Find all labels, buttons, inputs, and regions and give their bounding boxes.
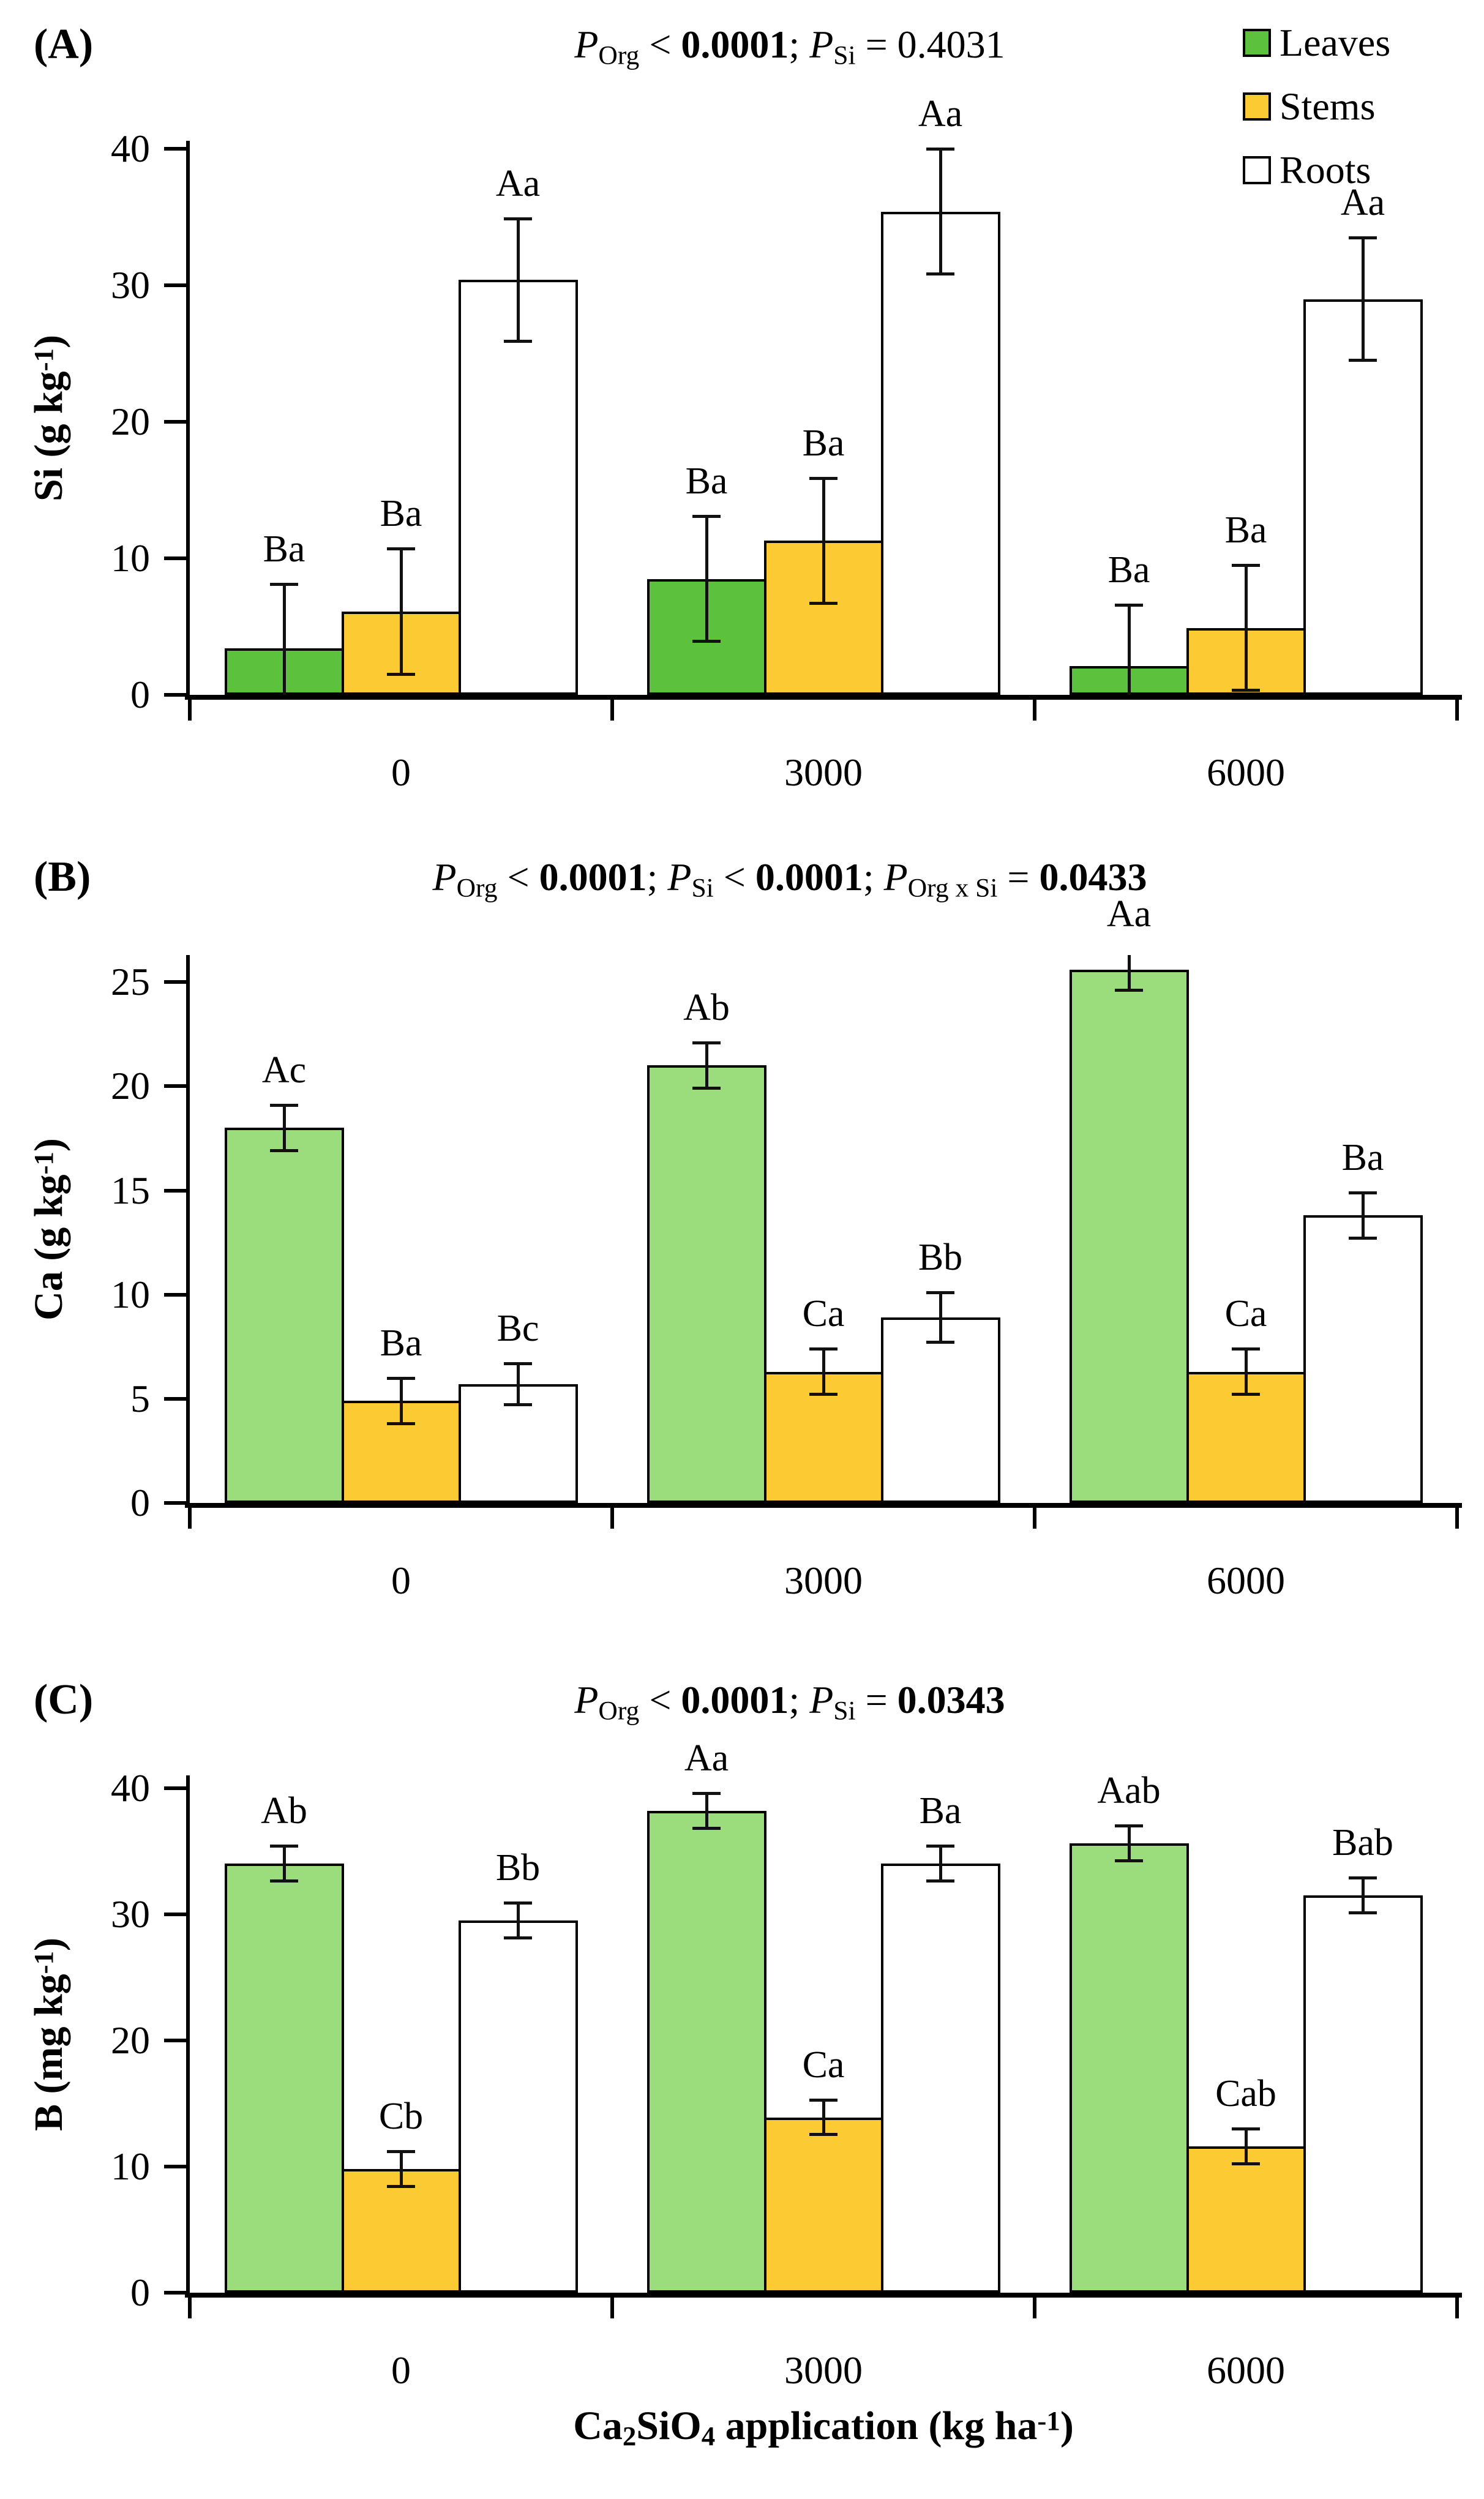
bar-leaves-6000	[1070, 970, 1189, 1503]
sig-label-c-leaves-6000: Aab	[1097, 1770, 1161, 1812]
error-cap-bottom-leaves-0	[270, 1149, 298, 1152]
superscript: -1	[28, 1151, 59, 1175]
sig-label-a-roots-0: Aa	[495, 163, 541, 205]
p-symbol: P	[667, 855, 692, 899]
y-tick-c-10	[164, 2165, 186, 2168]
error-cap-top-stems-3000	[809, 477, 838, 480]
p-subscript: Org	[456, 873, 498, 903]
title-text: <	[713, 855, 755, 899]
bar-roots-6000	[1303, 1215, 1423, 1503]
error-cap-bottom-roots-3000	[926, 272, 954, 275]
p-value-bold: 0.0001	[681, 23, 789, 66]
error-cap-bottom-roots-3000	[926, 1879, 954, 1883]
error-cap-bottom-stems-6000	[1232, 689, 1260, 692]
title-text: =	[997, 855, 1040, 899]
y-tick-b-0	[164, 1501, 186, 1505]
y-tick-a-0	[164, 693, 186, 697]
y-tick-a-40	[164, 147, 186, 151]
sig-label-c-stems-0: Cb	[378, 2096, 424, 2138]
panel-label-b: (B)	[34, 853, 91, 901]
sig-label-b-leaves-6000: Aa	[1106, 893, 1152, 935]
title-text: ;	[863, 855, 884, 899]
sig-label-a-stems-0: Ba	[380, 493, 422, 535]
error-bar-roots-3000	[939, 1846, 942, 1881]
error-bar-roots-3000	[939, 149, 942, 274]
p-subscript: Org x Si	[907, 873, 998, 903]
error-cap-bottom-roots-0	[504, 1403, 532, 1406]
superscript: -1	[1037, 2405, 1060, 2436]
error-cap-top-leaves-3000	[692, 1041, 721, 1044]
legend-swatch-stems	[1243, 92, 1271, 121]
title-text: =	[855, 23, 898, 66]
y-tick-a-20	[164, 420, 186, 424]
y-tick-label-a-20: 20	[111, 400, 150, 444]
legend-label-stems: Stems	[1280, 84, 1376, 128]
error-cap-bottom-roots-0	[504, 340, 532, 343]
p-symbol: P	[574, 23, 599, 66]
error-cap-bottom-roots-3000	[926, 1341, 954, 1344]
x-category-c-3000: 3000	[784, 2348, 863, 2392]
error-cap-bottom-stems-3000	[809, 1393, 838, 1396]
error-cap-bottom-roots-6000	[1349, 1237, 1377, 1240]
y-tick-label-a-30: 30	[111, 263, 150, 307]
sig-label-c-roots-6000: Bab	[1332, 1821, 1393, 1864]
error-cap-top-stems-3000	[809, 1347, 838, 1351]
y-axis-title-b: Ca (g $kg^{-1}$)	[26, 1137, 71, 1321]
bar-stems-6000	[1186, 2146, 1306, 2293]
error-cap-bottom-stems-6000	[1232, 1393, 1260, 1396]
error-cap-bottom-leaves-0	[270, 1879, 298, 1883]
sig-label-c-stems-3000: Ca	[802, 2044, 845, 2086]
x-boundary-tick-b-0	[188, 1508, 192, 1529]
y-tick-label-b-20: 20	[111, 1064, 150, 1108]
bar-stems-3000	[764, 2118, 883, 2293]
x-category-a-3000: 3000	[784, 751, 863, 794]
y-tick-label-c-0: 0	[130, 2271, 150, 2314]
sig-label-a-leaves-0: Ba	[263, 528, 305, 571]
error-cap-bottom-leaves-6000	[1115, 1859, 1143, 1862]
bar-roots-0	[459, 1920, 578, 2293]
y-tick-b-15	[164, 1189, 186, 1193]
y-tick-label-a-0: 0	[130, 673, 150, 716]
legend-label-roots: Roots	[1280, 148, 1371, 192]
error-bar-leaves-0	[283, 1105, 286, 1151]
x-boundary-tick-b-3	[1455, 1508, 1459, 1529]
x-boundary-tick-c-2	[1033, 2298, 1036, 2318]
bar-roots-3000	[881, 1864, 1000, 2293]
error-cap-top-stems-0	[387, 2150, 415, 2153]
plot-area-a	[190, 141, 1457, 695]
x-boundary-tick-a-3	[1455, 700, 1459, 721]
error-cap-bottom-leaves-3000	[692, 640, 721, 643]
p-value-bold: 0.0343	[897, 1678, 1005, 1722]
x-boundary-tick-c-3	[1455, 2298, 1459, 2318]
p-value-bold: 0.0001	[755, 855, 863, 899]
subscript: 2	[622, 2420, 637, 2451]
y-tick-label-a-10: 10	[111, 536, 150, 580]
error-bar-roots-6000	[1362, 1878, 1365, 1913]
error-cap-bottom-stems-0	[387, 673, 415, 676]
error-cap-top-stems-6000	[1232, 2127, 1260, 2130]
error-cap-bottom-leaves-3000	[692, 1087, 721, 1090]
x-category-c-6000: 6000	[1207, 2348, 1285, 2392]
superscript: -1	[28, 348, 59, 371]
title-text: 0.4031	[897, 23, 1005, 66]
x-axis-a	[185, 695, 1462, 700]
y-tick-b-20	[164, 1084, 186, 1088]
error-cap-top-roots-3000	[926, 1291, 954, 1294]
error-bar-leaves-6000	[1128, 1826, 1131, 1861]
error-bar-leaves-3000	[705, 1793, 708, 1829]
error-cap-top-roots-6000	[1349, 1876, 1377, 1879]
error-bar-leaves-0	[283, 584, 286, 695]
error-cap-top-roots-3000	[926, 148, 954, 151]
bar-leaves-6000	[1070, 1843, 1189, 2293]
error-cap-top-leaves-0	[270, 1845, 298, 1848]
sig-label-a-stems-3000: Ba	[802, 422, 845, 464]
error-bar-roots-0	[517, 1903, 520, 1938]
sig-label-a-stems-6000: Ba	[1224, 509, 1267, 552]
error-cap-top-leaves-0	[270, 583, 298, 586]
legend	[1243, 23, 1390, 190]
error-bar-roots-0	[517, 219, 520, 342]
y-tick-b-5	[164, 1397, 186, 1401]
error-cap-top-leaves-3000	[692, 515, 721, 518]
error-cap-top-roots-0	[504, 217, 532, 220]
sig-label-b-leaves-0: Ac	[261, 1049, 307, 1092]
bar-leaves-3000	[647, 1065, 766, 1503]
y-tick-b-10	[164, 1293, 186, 1297]
error-cap-top-stems-3000	[809, 2099, 838, 2102]
y-tick-b-25	[164, 980, 186, 984]
bar-roots-6000	[1303, 1895, 1423, 2293]
title-text: =	[855, 1678, 898, 1722]
y-axis-title-c: B (mg $kg^{-1}$)	[26, 1937, 71, 2131]
x-boundary-tick-a-2	[1033, 700, 1036, 721]
sig-label-b-stems-6000: Ca	[1224, 1293, 1267, 1335]
p-symbol: P	[883, 855, 908, 899]
x-boundary-tick-b-2	[1033, 1508, 1036, 1529]
title-text: ;	[789, 1678, 810, 1722]
x-boundary-tick-c-1	[610, 2298, 614, 2318]
error-cap-bottom-stems-6000	[1232, 2162, 1260, 2165]
error-bar-leaves-0	[283, 1846, 286, 1881]
sig-label-b-stems-3000: Ca	[802, 1293, 845, 1335]
title-text: <	[639, 1678, 681, 1722]
x-category-b-0: 0	[391, 1559, 411, 1602]
error-cap-top-roots-6000	[1349, 236, 1377, 239]
x-category-a-0: 0	[391, 751, 411, 794]
subscript: 4	[701, 2420, 716, 2451]
y-tick-label-b-10: 10	[111, 1272, 150, 1316]
p-value-bold: 0.0433	[1039, 855, 1147, 899]
legend-item-stems	[1243, 84, 1390, 128]
error-bar-stems-3000	[822, 2100, 825, 2135]
sig-label-b-roots-0: Bc	[497, 1307, 539, 1349]
y-tick-c-40	[164, 1786, 186, 1790]
error-bar-leaves-3000	[705, 1043, 708, 1088]
error-bar-leaves-3000	[705, 516, 708, 642]
y-tick-a-30	[164, 283, 186, 287]
error-bar-stems-3000	[822, 1349, 825, 1395]
panel-title-c	[574, 1679, 1005, 1726]
bar-leaves-3000	[647, 1811, 766, 2293]
error-bar-roots-3000	[939, 1292, 942, 1343]
title-text: ;	[646, 855, 668, 899]
error-cap-top-roots-3000	[926, 1845, 954, 1848]
x-boundary-tick-a-0	[188, 700, 192, 721]
sig-label-a-roots-3000: Aa	[918, 93, 963, 135]
p-symbol: P	[809, 23, 834, 66]
error-cap-bottom-stems-0	[387, 2185, 415, 2188]
legend-item-leaves	[1243, 23, 1390, 62]
panel-title-a	[574, 23, 1005, 70]
x-axis-b	[185, 1503, 1462, 1508]
x-boundary-tick-b-1	[610, 1508, 614, 1529]
y-tick-label-b-5: 5	[130, 1376, 150, 1420]
error-bar-stems-0	[400, 549, 403, 674]
error-cap-top-leaves-6000	[1115, 1824, 1143, 1827]
sig-label-c-leaves-0: Ab	[261, 1790, 307, 1832]
error-cap-top-stems-6000	[1232, 564, 1260, 567]
sig-label-c-leaves-3000: Aa	[684, 1737, 729, 1779]
error-cap-top-roots-6000	[1349, 1191, 1377, 1194]
error-cap-top-stems-6000	[1232, 1347, 1260, 1351]
x-boundary-tick-a-1	[610, 700, 614, 721]
error-cap-top-roots-0	[504, 1362, 532, 1365]
sig-label-c-roots-3000: Ba	[919, 1790, 962, 1832]
bar-leaves-0	[225, 1864, 344, 2293]
error-bar-stems-6000	[1245, 2129, 1248, 2164]
y-tick-c-30	[164, 1913, 186, 1916]
y-tick-label-a-40: 40	[111, 127, 150, 171]
p-value-bold: 0.0001	[681, 1678, 789, 1722]
p-subscript: Si	[833, 1696, 856, 1726]
error-cap-bottom-roots-6000	[1349, 359, 1377, 362]
error-cap-bottom-roots-6000	[1349, 1911, 1377, 1914]
sig-label-a-leaves-3000: Ba	[685, 460, 728, 502]
error-bar-leaves-6000	[1128, 955, 1131, 991]
error-bar-roots-0	[517, 1363, 520, 1405]
y-tick-label-b-25: 25	[111, 960, 150, 1004]
error-cap-bottom-leaves-3000	[692, 1827, 721, 1830]
error-cap-bottom-leaves-6000	[1115, 989, 1143, 992]
error-bar-stems-0	[400, 2151, 403, 2187]
error-bar-roots-6000	[1362, 1193, 1365, 1238]
error-cap-top-stems-0	[387, 1377, 415, 1380]
y-tick-label-c-10: 10	[111, 2144, 150, 2188]
error-cap-top-leaves-6000	[1115, 604, 1143, 607]
legend-swatch-roots	[1243, 156, 1271, 184]
error-bar-leaves-6000	[1128, 605, 1131, 695]
error-bar-stems-6000	[1245, 565, 1248, 691]
y-tick-label-c-30: 30	[111, 1892, 150, 1936]
error-bar-stems-0	[400, 1378, 403, 1424]
y-tick-label-c-20: 20	[111, 2018, 150, 2062]
sig-label-b-roots-3000: Bb	[918, 1237, 963, 1279]
x-axis-title: Ca2SiO4 application (kg $ha^{-1}$)	[573, 2403, 1074, 2451]
p-symbol: P	[574, 1678, 599, 1722]
plot-area-b	[190, 955, 1457, 1503]
p-subscript: Si	[833, 40, 856, 70]
y-tick-c-0	[164, 2291, 186, 2295]
error-bar-stems-6000	[1245, 1349, 1248, 1395]
error-bar-roots-6000	[1362, 238, 1365, 361]
title-text: <	[639, 23, 681, 66]
superscript: -1	[28, 1950, 59, 1974]
y-tick-a-10	[164, 556, 186, 560]
error-bar-stems-3000	[822, 478, 825, 604]
y-tick-label-b-0: 0	[130, 1481, 150, 1524]
sig-label-c-stems-6000: Cab	[1215, 2073, 1276, 2115]
sig-label-b-stems-0: Ba	[380, 1322, 422, 1364]
p-symbol: P	[809, 1678, 834, 1722]
error-cap-top-stems-0	[387, 547, 415, 550]
p-value-bold: 0.0001	[539, 855, 647, 899]
sig-label-b-roots-6000: Ba	[1341, 1136, 1384, 1178]
title-text: <	[497, 855, 539, 899]
x-axis-c	[185, 2293, 1462, 2298]
panel-label-c: (C)	[34, 1676, 94, 1723]
sig-label-c-roots-0: Bb	[495, 1847, 541, 1889]
y-tick-label-c-40: 40	[111, 1766, 150, 1810]
legend-swatch-leaves	[1243, 29, 1271, 57]
x-category-a-6000: 6000	[1207, 751, 1285, 794]
y-axis-title-a: Si (g $kg^{-1}$)	[26, 334, 71, 501]
error-cap-top-leaves-3000	[692, 1792, 721, 1795]
sig-label-a-leaves-6000: Ba	[1107, 549, 1150, 591]
p-subscript: Org	[598, 1696, 640, 1726]
panel-title-b	[432, 856, 1147, 903]
error-cap-top-leaves-0	[270, 1104, 298, 1107]
y-tick-c-20	[164, 2039, 186, 2042]
legend-label-leaves: Leaves	[1280, 21, 1391, 64]
error-cap-bottom-stems-3000	[809, 602, 838, 605]
bar-roots-3000	[881, 212, 1000, 695]
error-cap-top-roots-0	[504, 1901, 532, 1905]
error-cap-bottom-stems-0	[387, 1422, 415, 1425]
bar-roots-3000	[881, 1317, 1000, 1503]
sig-label-a-roots-6000: Aa	[1340, 182, 1385, 224]
x-category-b-6000: 6000	[1207, 1559, 1285, 1602]
error-cap-bottom-roots-0	[504, 1936, 532, 1939]
plot-area-c	[190, 1775, 1457, 2293]
p-subscript: Si	[691, 873, 714, 903]
x-boundary-tick-c-0	[188, 2298, 192, 2318]
sig-label-b-leaves-3000: Ab	[683, 986, 730, 1028]
x-category-b-3000: 3000	[784, 1559, 863, 1602]
error-cap-bottom-stems-3000	[809, 2133, 838, 2136]
panel-label-a: (A)	[34, 21, 94, 68]
p-subscript: Org	[598, 40, 640, 70]
x-category-c-0: 0	[391, 2348, 411, 2392]
bar-leaves-0	[225, 1128, 344, 1503]
legend-item-roots	[1243, 148, 1390, 192]
y-tick-label-b-15: 15	[111, 1168, 150, 1212]
title-text: ;	[789, 23, 810, 66]
p-symbol: P	[432, 855, 457, 899]
